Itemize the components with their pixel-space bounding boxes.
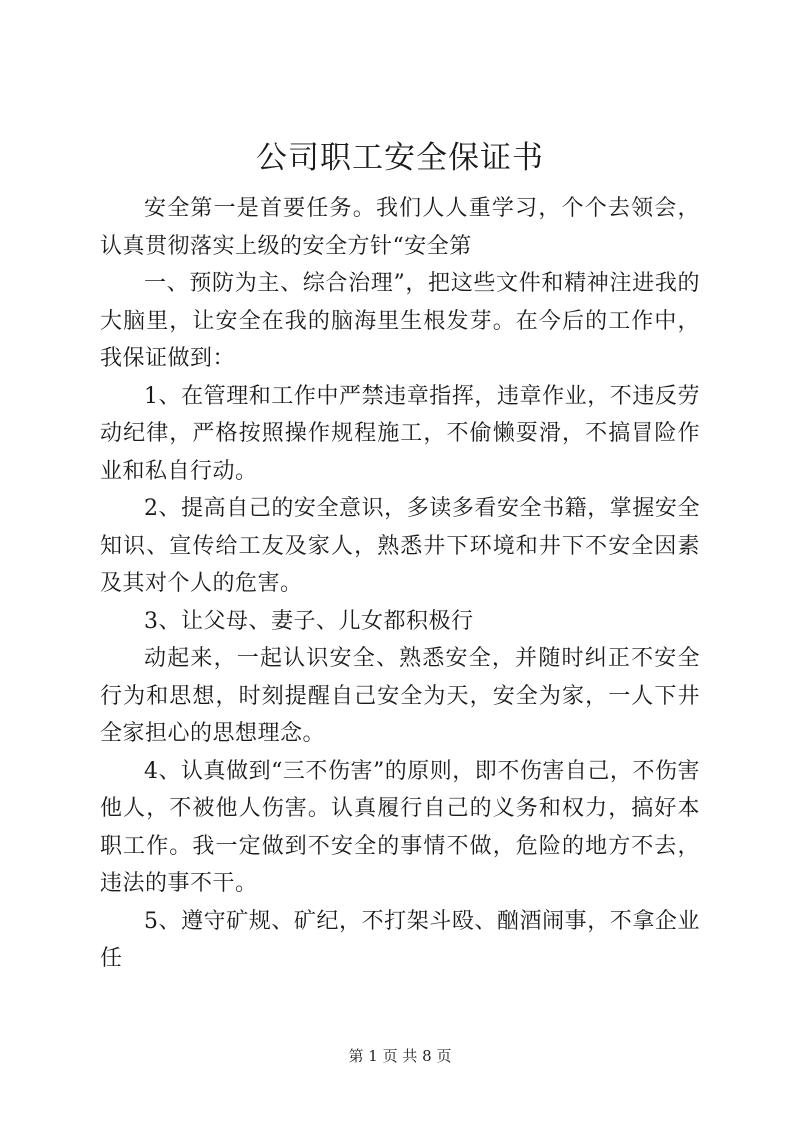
page-number-footer: 第 1 页 共 8 页: [348, 1047, 452, 1065]
document-title: 公司职工安全保证书: [256, 140, 544, 176]
paragraph: 2、提高自己的安全意识，多读多看安全书籍，掌握安全知识、宣传给工友及家人，熟悉井下环境和井下不安全因素及其对个人的危害。: [100, 496, 700, 596]
paragraph: 动起来，一起认识安全、熟悉安全，并随时纠正不安全行为和思想，时刻提醒自己安全为天，安全为家，一人下井全家担心的思想理念。: [100, 646, 700, 746]
paragraph: 安全第一是首要任务。我们人人重学习，个个去领会，认真贯彻落实上级的安全方针“安全第: [100, 196, 700, 259]
paragraph: 5、遵守矿规、矿纪，不打架斗殴、酗酒闹事，不拿企业任: [100, 908, 700, 971]
paragraph: 3、让父母、妻子、儿女都积极行: [144, 608, 474, 634]
paragraph: 1、在管理和工作中严禁违章指挥，违章作业，不违反劳动纪律，严格按照操作规程施工，不偷懒耍滑，不搞冒险作业和私自行动。: [100, 383, 700, 484]
paragraph: 4、认真做到“三不伤害”的原则，即不伤害自己，不伤害他人，不被他人伤害。认真履行自己的义务和权力，搞好本职工作。我一定做到不安全的事情不做，危险的地方不去，违法的事不干。: [100, 758, 700, 896]
paragraph: 一、预防为主、综合治理”，把这些文件和精神注进我的大脑里，让安全在我的脑海里生根发芽。在今后的工作中，我保证做到：: [100, 271, 700, 371]
document-body: [100, 190, 700, 978]
